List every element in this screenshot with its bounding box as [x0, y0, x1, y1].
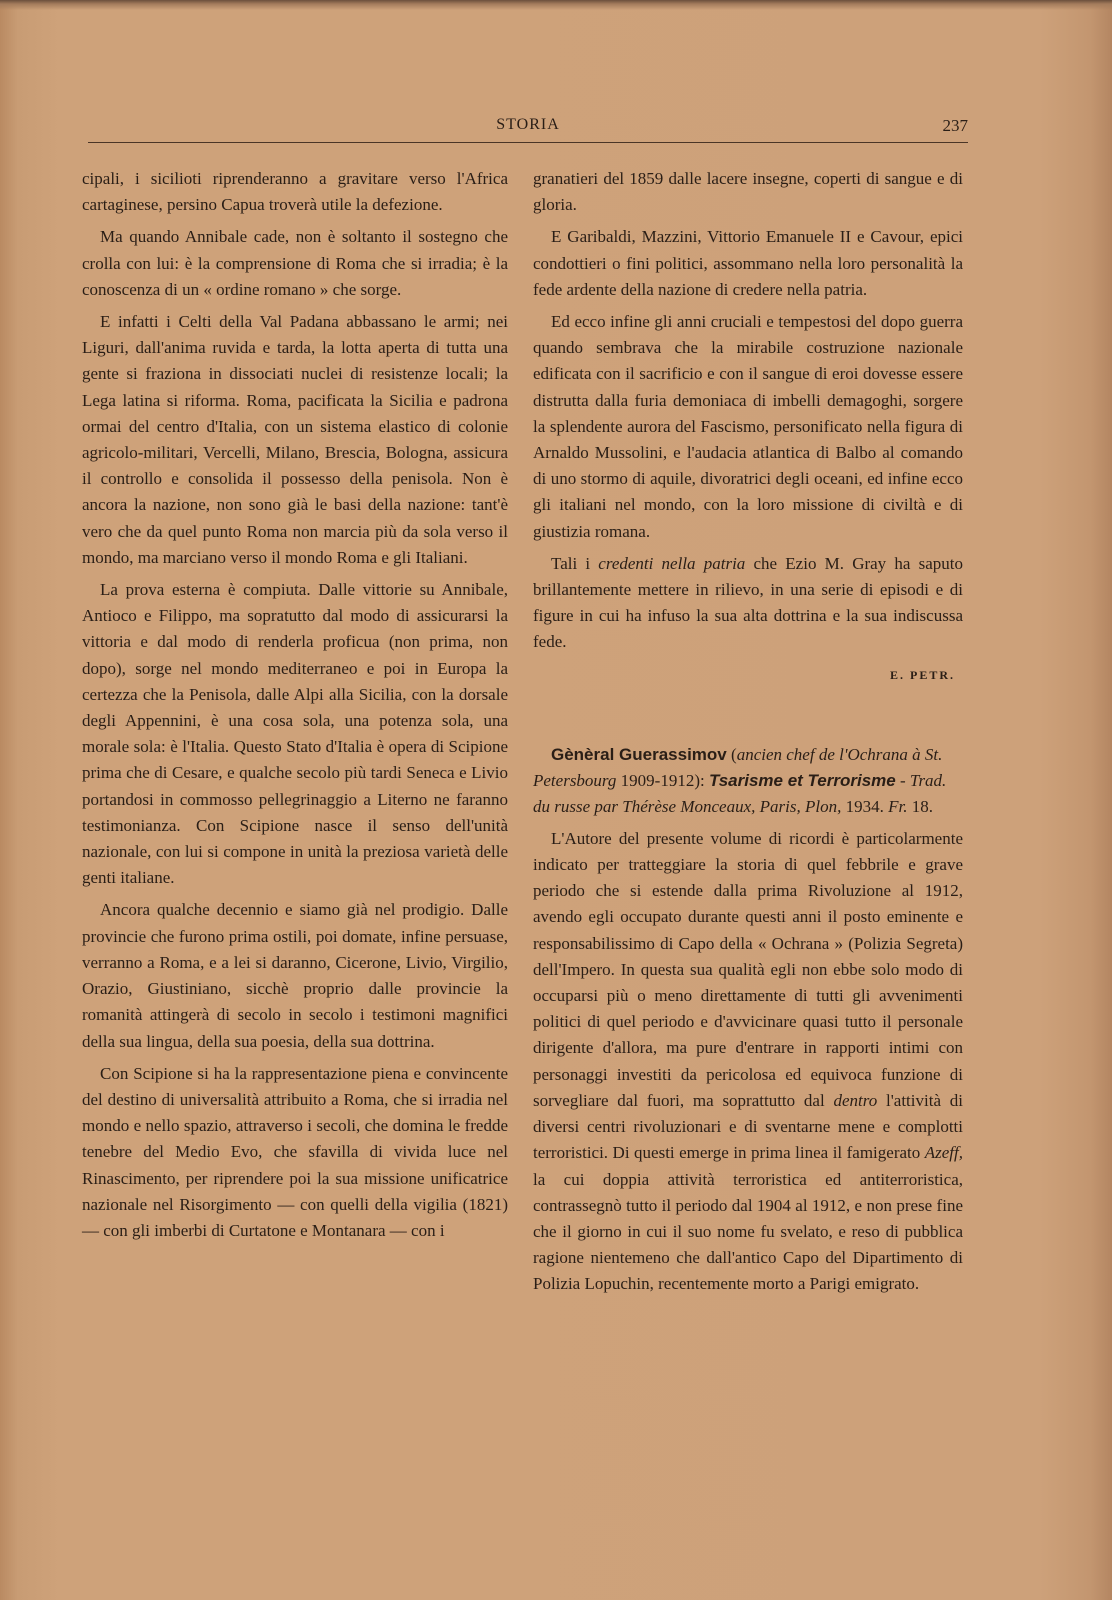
paragraph: granatieri del 1859 dalle lacere insegne, coperti di sangue e di gloria. [533, 169, 963, 215]
page-number: 237 [942, 116, 968, 135]
review-paragraph [533, 826, 963, 1298]
review-price-label: Fr. [888, 796, 908, 816]
text: ( [726, 744, 737, 764]
text: la cui doppia attività terroristica ed antiterroristica, contrassegnò tutto il periodo dal 1904 al 1912, e non prese fine che il giorno in cui il suo nome fu svelato, e reso di pubblica ragione nientemeno che dall'antico Capo del Dipartimento di Polizia Lopuchin, recentemente morto a Parigi emigrato. [533, 1169, 963, 1294]
paragraph: Ma quando Annibale cade, non è soltanto il sostegno che crolla con lui: è la comprensione di Roma che si irradia; è la conoscenza di un « ordine romano » che sorge. [82, 227, 508, 299]
left-column [82, 166, 508, 1250]
paragraph: E Garibaldi, Mazzini, Vittorio Emanuele II e Cavour, epici condottieri o fini politici, assommano nella loro personalità la fede ardente della nazione di credere nella patria. [533, 227, 963, 299]
section-title: STORIA [496, 116, 560, 133]
paragraph: E infatti i Celti della Val Padana abbassano le armi; nei Liguri, dall'anima ruvida e tarda, la lotta aperta di tutta una gente si fraziona in dissociati nuclei di resistenze locali; la Lega latina si riforma. Roma, pacificata la Sicilia e padrona ormai del centro d'Italia, con un sistema elastico di colonie agricolo-militari, Vercelli, Milano, Brescia, Bologna, assicura il controllo e consolida il possesso della penisola. Non è ancora la nazione, non sono già le basi della nazione: tant'è vero che da quel punto Roma non marcia più da sola verso il mondo, ma marciano verso il mondo Roma e gli Italiani. [82, 312, 508, 567]
page-edge-shadow [0, 0, 1112, 10]
review-author: Gènèral Guerassimov [551, 744, 727, 764]
text: - [895, 770, 910, 790]
italic-phrase: credenti nella patria [598, 553, 746, 573]
right-column [533, 166, 963, 1304]
italic-word: dentro [833, 1090, 878, 1110]
review-publication: Trad. du russe par Thérèse Monceaux, Paris, Plon, [533, 770, 947, 816]
review-dates: 1909-1912): [616, 770, 709, 790]
paragraph: Ancora qualche decennio e siamo già nel prodigio. Dalle provincie che furono prima ostili, poi domate, infine persuase, verranno a Roma, e a lei si daranno, Cicerone, Livio, Virgilio, Orazio, Giustiniano, sicchè proprio dalle provincie la romanità attingerà di secolo in secolo i testimoni magnifici della sua lingua, della sua poesia, della sua dottrina. [82, 900, 508, 1051]
review-year: 1934. [841, 796, 889, 816]
closing-paragraph [533, 551, 963, 656]
text: che Ezio M. Gray ha saputo brillantemente mettere in rilievo, in una serie di episodi e di figure in cui ha infuso la sua alta dottrina e la sua indiscussa fede. [533, 553, 963, 652]
paragraph: La prova esterna è compiuta. Dalle vittorie su Annibale, Antioco e Filippo, ma sopratutto dal modo di assicurarsi la vittoria e dal modo di renderla proficua (non prima, non dopo), sorge nel mondo mediterraneo e poi in Europa la certezza che la Penisola, dalle Alpi alla Sicilia, con la dorsale degli Appennini, è una cosa sola, una potenza sola, una morale sola: è l'Italia. Questo Stato d'Italia è opera di Scipione prima che di Cesare, e qualche secolo più tardi Seneca e Livio portandosi in commosso pellegrinaggio a Literno ne faranno testimonianza. Con Scipione nasce il senso dell'unità nazionale, con lui si compone in unità la preziosa varietà delle genti italiane. [82, 580, 508, 888]
review-price: 18. [907, 796, 933, 816]
review-heading [533, 742, 963, 820]
paragraph: Con Scipione si ha la rappresentazione piena e convincente del destino di universalità attribuito a Roma, che si irradia nel mondo e nello spazio, attraverso i secoli, che domina le fredde tenebre del Medio Evo, che sfavilla di vivida luce nel Rinascimento, per riprendere poi la sua missione unificatrice nazionale nel Risorgimento — con quelli della vigilia (1821) — con gli imberbi di Curtatone e Montanara — con i [82, 1063, 508, 1240]
paragraph: Ed ecco infine gli anni cruciali e tempestosi del dopo guerra quando sembrava che la mirabile costruzione nazionale edificata con il sacrificio e con il sangue di eroi dovesse essere distrutta dalla furia demoniaca di imbelli demagoghi, sorgere la splendente aurora del Fascismo, personificato nella figura di Arnaldo Mussolini, e l'audacia atlantica di Balbo al comando di uno stormo di aquile, divoratrici degli oceani, ed infine ecco gli italiani nel mondo, con la loro missione di civiltà e di giustizia romana. [533, 312, 963, 541]
italic-name: Azeff, [924, 1143, 963, 1163]
author-signature: E. PETR. [889, 667, 955, 682]
review-author-note: ancien chef de l'Ochrana à St. Petersbourg [533, 744, 943, 790]
text: Tali i [551, 553, 599, 573]
text: l'attività di diversi centri rivoluzionari e di sventarne mene e complotti terroristici. Di questi emerge in prima linea il famigerato [533, 1090, 963, 1163]
paragraph: cipali, i sicilioti riprenderanno a gravitare verso l'Africa cartaginese, persino Capua troverà utile la defezione. [82, 169, 508, 215]
review-title: Tsarisme et Terrorisme [708, 770, 896, 790]
text: L'Autore del presente volume di ricordi è particolarmente indicato per tratteggiare la storia di quel febbrile e grave periodo che si estende dalla prima Rivoluzione al 1912, avendo egli occupato durante questi anni il posto eminente e responsabilissimo di Capo della « Ochrana » (Polizia Segreta) dell'Impero. In questa sua qualità egli non ebbe solo modo di occuparsi più o meno direttamente di tutti gli avvenimenti politici di quel periodo e d'avvicinare quasi tutto il personale dirigente d'allora, ma pure d'entrare in rapporti intimi con personaggi investiti da pericolosa ed equivoca funzione di sorvegliare dal fuori, ma soprattutto dal [533, 828, 963, 1110]
running-header [88, 116, 968, 140]
header-rule [88, 142, 968, 143]
